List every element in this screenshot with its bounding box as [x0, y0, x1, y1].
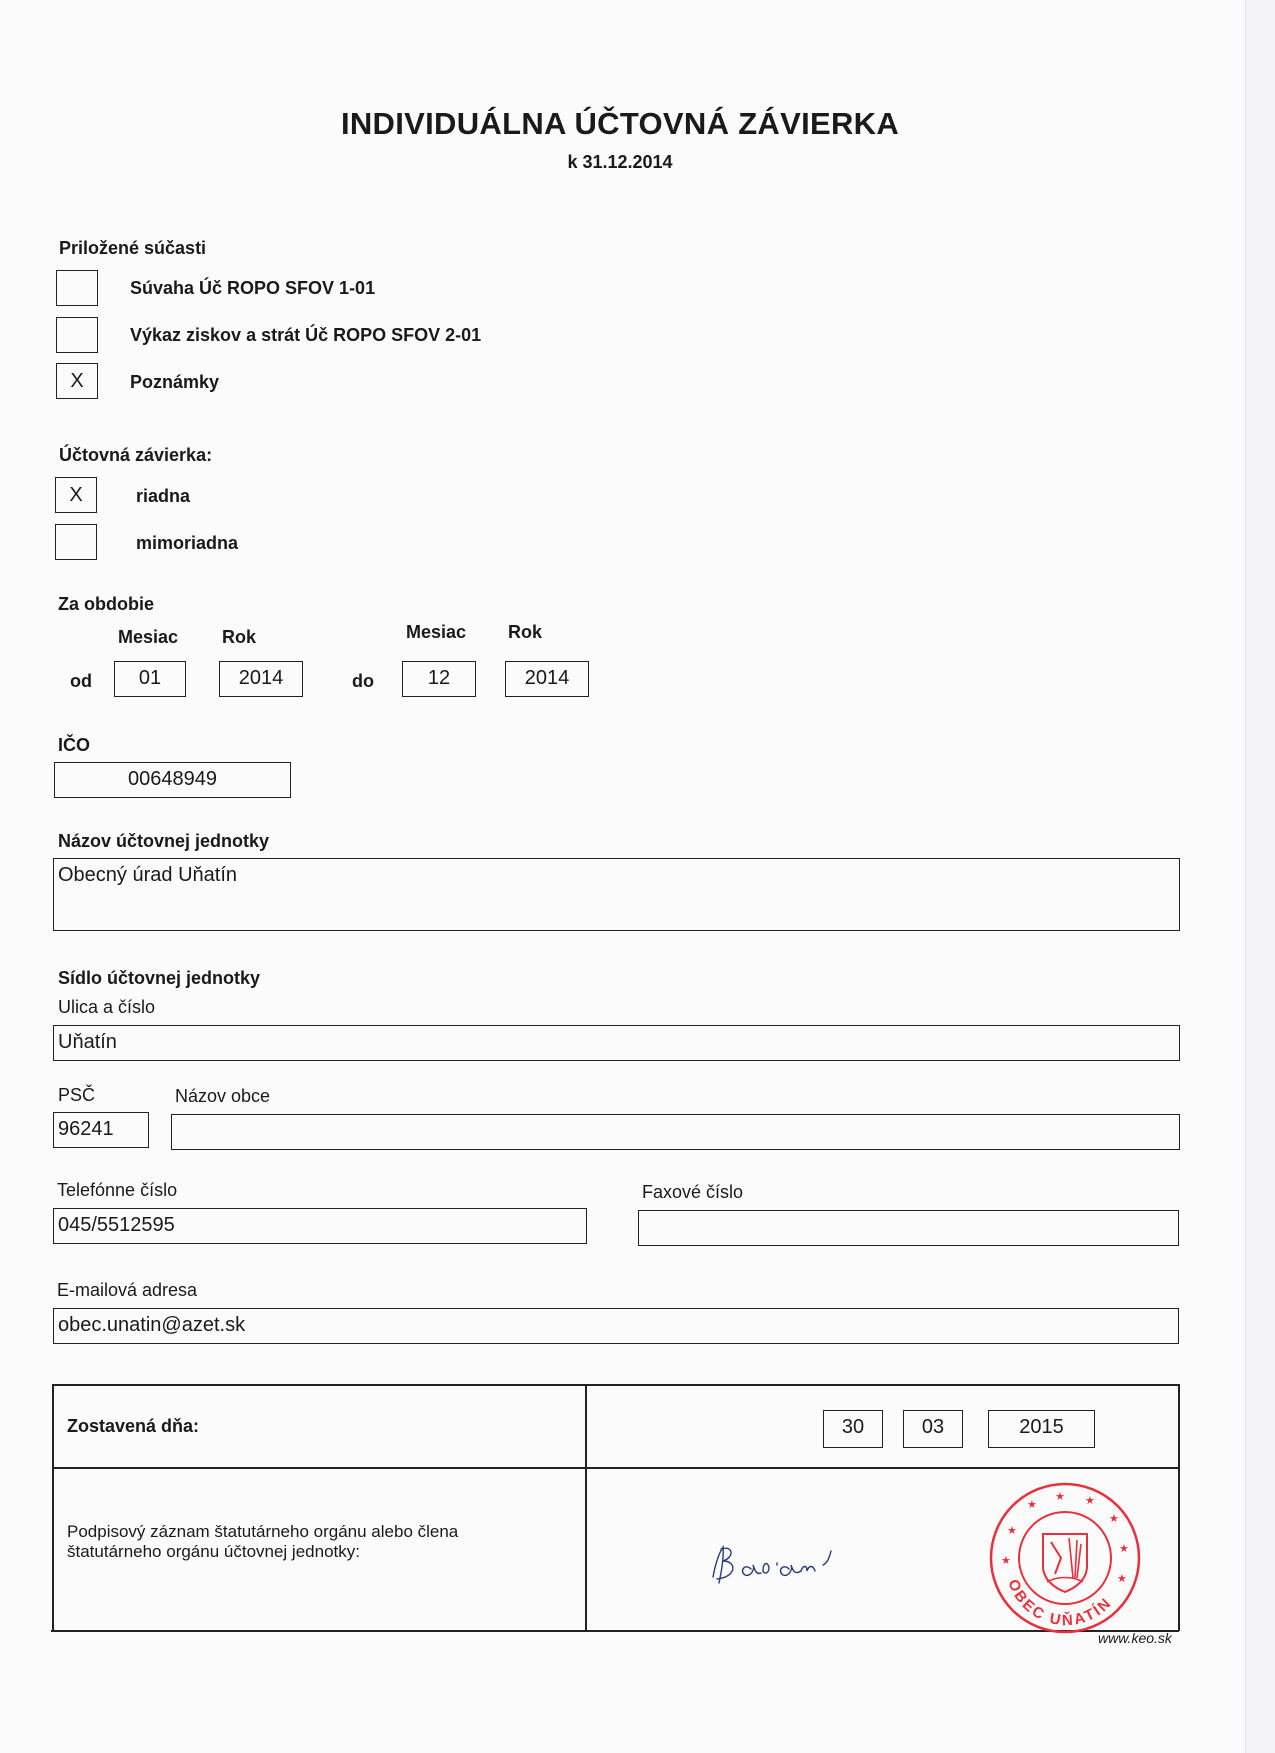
compiled-day-field[interactable]: 30 — [823, 1410, 883, 1448]
checkbox-vykaz[interactable] — [56, 317, 98, 353]
period-heading: Za obdobie — [58, 594, 154, 614]
fax-label: Faxové číslo — [642, 1182, 744, 1202]
svg-text:★: ★ — [1001, 1555, 1011, 1567]
handwritten-signature — [705, 1535, 905, 1595]
compiled-month-field[interactable]: 03 — [903, 1410, 963, 1448]
checkbox-poznamky[interactable]: X — [56, 363, 98, 399]
svg-text:★: ★ — [1119, 1543, 1129, 1555]
ico-field[interactable]: 00648949 — [54, 762, 291, 798]
official-stamp — [985, 1478, 1145, 1638]
from-label: od — [70, 671, 92, 691]
town-field[interactable] — [171, 1114, 1180, 1150]
to-label: do — [352, 671, 374, 691]
stamp-text: OBEC UŇATÍN — [1004, 1576, 1116, 1630]
phone-label: Telefónne číslo — [57, 1180, 178, 1200]
checkbox-suvaha-label: Súvaha Úč ROPO SFOV 1-01 — [130, 278, 376, 298]
svg-text:★: ★ — [1117, 1573, 1127, 1585]
signature-label — [67, 1522, 458, 1562]
document-date: k 31.12.2014 — [567, 152, 673, 172]
phone-field[interactable]: 045/5512595 — [53, 1208, 587, 1244]
compiled-label: Zostavená dňa: — [67, 1416, 200, 1436]
footer-credit: www.keo.sk — [1098, 1630, 1172, 1646]
to-year-label: Rok — [508, 622, 543, 642]
seat-heading: Sídlo účtovnej jednotky — [58, 968, 261, 988]
components-heading: Priložené súčasti — [59, 238, 207, 258]
document-title: INDIVIDUÁLNA ÚČTOVNÁ ZÁVIERKA — [340, 106, 900, 141]
from-year-field[interactable]: 2014 — [219, 661, 303, 697]
to-year-field[interactable]: 2014 — [505, 661, 589, 697]
svg-text:★: ★ — [1109, 1513, 1119, 1525]
from-year-label: Rok — [222, 627, 257, 647]
checkbox-mimoriadna[interactable] — [55, 524, 97, 560]
psc-field[interactable]: 96241 — [53, 1112, 149, 1148]
to-month-field[interactable]: 12 — [402, 661, 476, 697]
checkbox-riadna-label: riadna — [136, 486, 191, 506]
svg-text:★: ★ — [1085, 1495, 1095, 1507]
checkbox-vykaz-label: Výkaz ziskov a strát Úč ROPO SFOV 2-01 — [130, 325, 482, 345]
entity-name-field[interactable]: Obecný úrad Uňatín — [53, 858, 1180, 931]
closing-type-heading: Účtovná závierka: — [59, 445, 213, 465]
fax-field[interactable] — [638, 1210, 1179, 1246]
from-month-field[interactable]: 01 — [114, 661, 186, 697]
checkbox-poznamky-label: Poznámky — [130, 372, 220, 392]
email-label: E-mailová adresa — [57, 1280, 198, 1300]
town-label: Názov obce — [175, 1086, 271, 1106]
ico-label: IČO — [58, 735, 91, 755]
from-month-label: Mesiac — [118, 627, 179, 647]
to-month-label: Mesiac — [406, 622, 467, 642]
psc-label: PSČ — [58, 1085, 96, 1105]
compiled-year-field[interactable]: 2015 — [988, 1410, 1095, 1448]
svg-text:★: ★ — [1007, 1525, 1017, 1537]
svg-text:★: ★ — [1055, 1491, 1065, 1503]
street-label: Ulica a číslo — [58, 997, 156, 1017]
entity-name-label: Názov účtovnej jednotky — [58, 831, 270, 851]
svg-text:★: ★ — [1027, 1499, 1037, 1511]
signature-label-line1: Podpisový záznam štatutárneho orgánu alebo člena — [67, 1522, 459, 1541]
email-field[interactable]: obec.unatin@azet.sk — [53, 1308, 1179, 1344]
checkbox-suvaha[interactable] — [56, 270, 98, 306]
checkbox-mimoriadna-label: mimoriadna — [136, 533, 239, 553]
signature-label-line2: štatutárneho orgánu účtovnej jednotky: — [67, 1542, 360, 1561]
checkbox-riadna[interactable]: X — [55, 477, 97, 513]
street-field[interactable]: Uňatín — [53, 1025, 1180, 1061]
